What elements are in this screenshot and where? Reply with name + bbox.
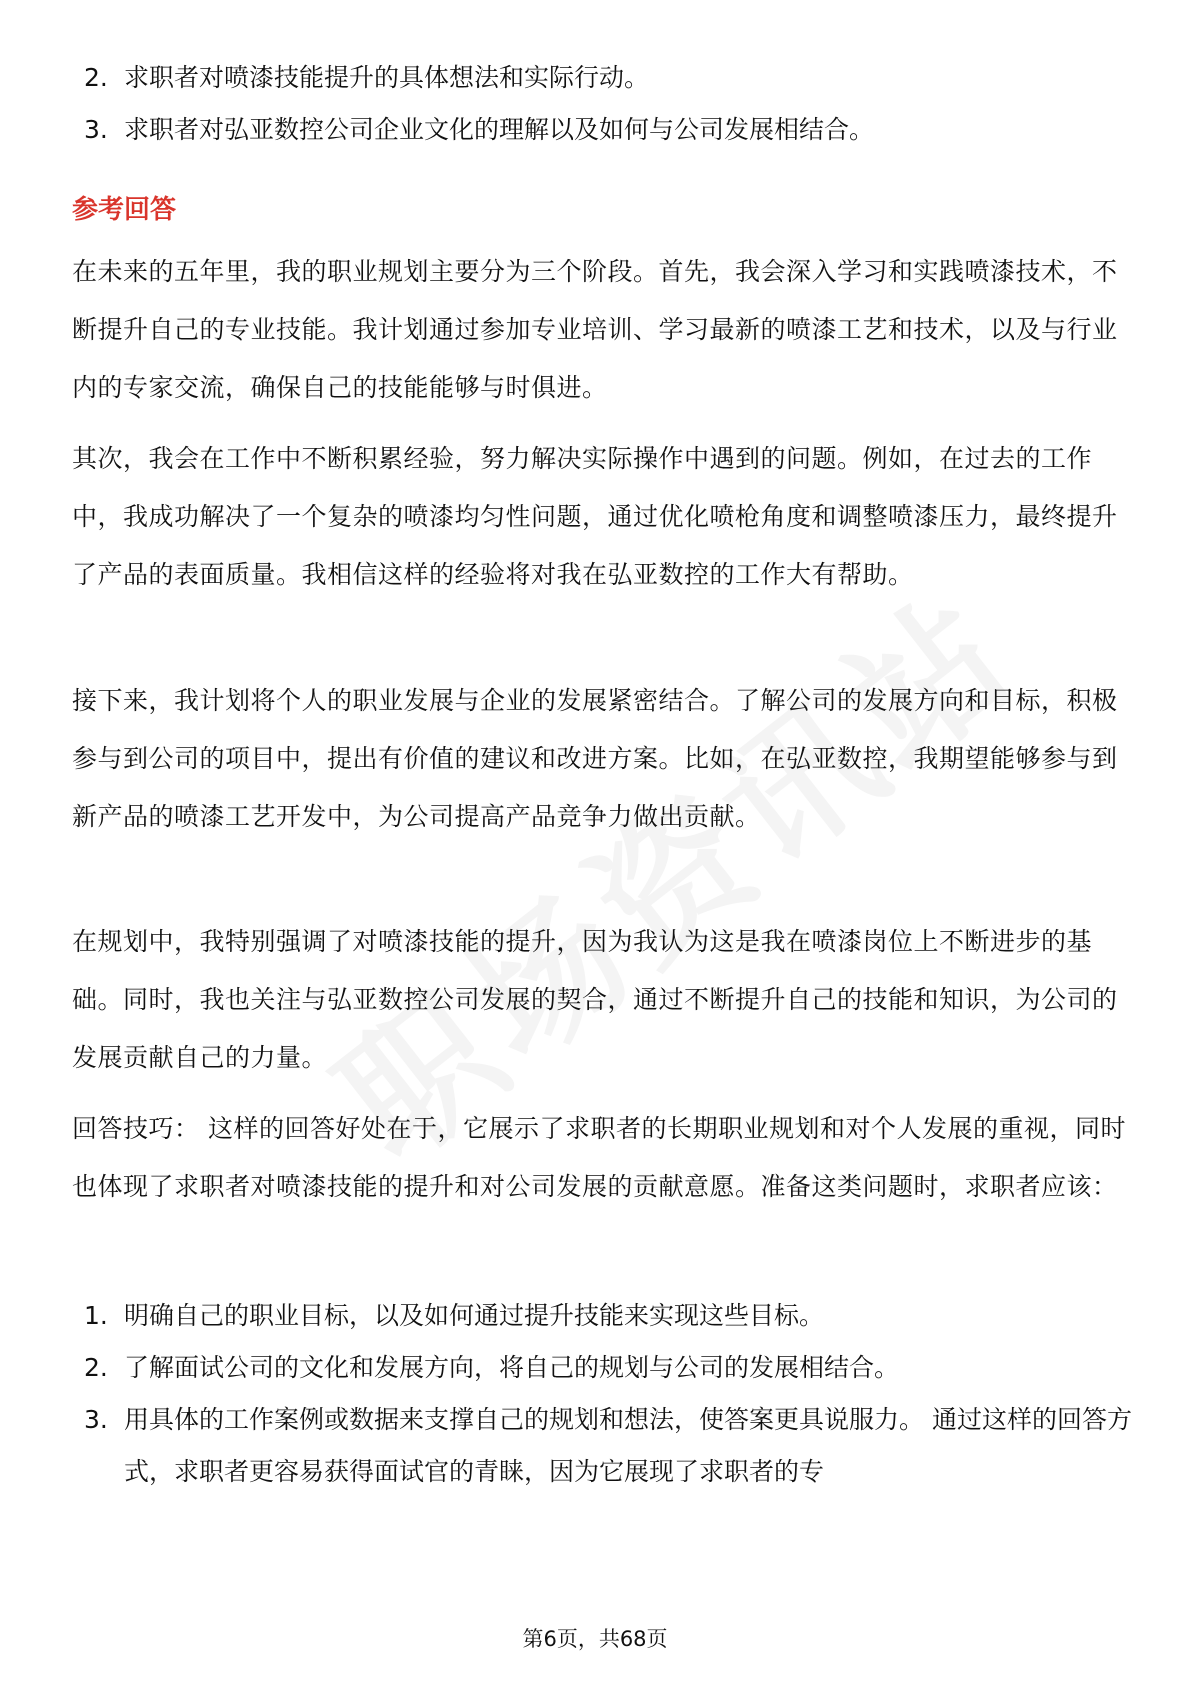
list-item-number: 3. bbox=[84, 115, 108, 144]
paragraph: 在未来的五年里，我的职业规划主要分为三个阶段。首先，我会深入学习和实践喷漆技术，不断提升自己的专业技能。我计划通过参加专业培训、学习最新的喷漆工艺和技术，以及与行业内的专家交流，确保自己的技能能够与时俱进。 bbox=[72, 257, 1118, 402]
top-numbered-list bbox=[72, 52, 1132, 156]
bottom-numbered-list bbox=[72, 1290, 1132, 1498]
list-item-text: 用具体的工作案例或数据来支撑自己的规划和想法，使答案更具说服力。 通过这样的回答方式，求职者更容易获得面试官的青睐，因为它展现了求职者的专 bbox=[124, 1405, 1132, 1486]
list-item-text: 明确自己的职业目标，以及如何通过提升技能来实现这些目标。 bbox=[124, 1301, 825, 1330]
section-heading: 参考回答 bbox=[72, 195, 177, 225]
list-item-number: 2. bbox=[84, 1353, 108, 1382]
list-item bbox=[72, 1290, 1132, 1342]
list-item bbox=[72, 104, 1132, 156]
list-item bbox=[72, 1342, 1132, 1394]
list-item bbox=[72, 1394, 1132, 1498]
list-item-text: 求职者对喷漆技能提升的具体想法和实际行动。 bbox=[124, 63, 650, 92]
list-item bbox=[72, 52, 1132, 104]
list-item-number: 3. bbox=[84, 1405, 108, 1434]
list-item-text: 了解面试公司的文化和发展方向，将自己的规划与公司的发展相结合。 bbox=[124, 1353, 900, 1382]
paragraph: 接下来，我计划将个人的职业发展与企业的发展紧密结合。了解公司的发展方向和目标，积极参与到公司的项目中，提出有价值的建议和改进方案。比如，在弘亚数控，我期望能够参与到新产品的喷漆工艺开发中，为公司提高产品竞争力做出贡献。 bbox=[72, 686, 1118, 831]
page-footer: 第6页，共68页 bbox=[522, 1627, 668, 1651]
paragraph: 其次，我会在工作中不断积累经验，努力解决实际操作中遇到的问题。例如，在过去的工作中，我成功解决了一个复杂的喷漆均匀性问题，通过优化喷枪角度和调整喷漆压力，最终提升了产品的表面质量。我相信这样的经验将对我在弘亚数控的工作大有帮助。 bbox=[72, 444, 1118, 589]
list-item-number: 1. bbox=[84, 1301, 108, 1330]
list-item-text: 求职者对弘亚数控公司企业文化的理解以及如何与公司发展相结合。 bbox=[124, 115, 875, 144]
list-item-number: 2. bbox=[84, 63, 108, 92]
paragraph: 在规划中，我特别强调了对喷漆技能的提升，因为我认为这是我在喷漆岗位上不断进步的基础。同时，我也关注与弘亚数控公司发展的契合，通过不断提升自己的技能和知识，为公司的发展贡献自己的力量。 bbox=[72, 927, 1118, 1072]
paragraph: 回答技巧： 这样的回答好处在于，它展示了求职者的长期职业规划和对个人发展的重视，同时也体现了求职者对喷漆技能的提升和对公司发展的贡献意愿。准备这类问题时，求职者应该： bbox=[72, 1114, 1126, 1201]
